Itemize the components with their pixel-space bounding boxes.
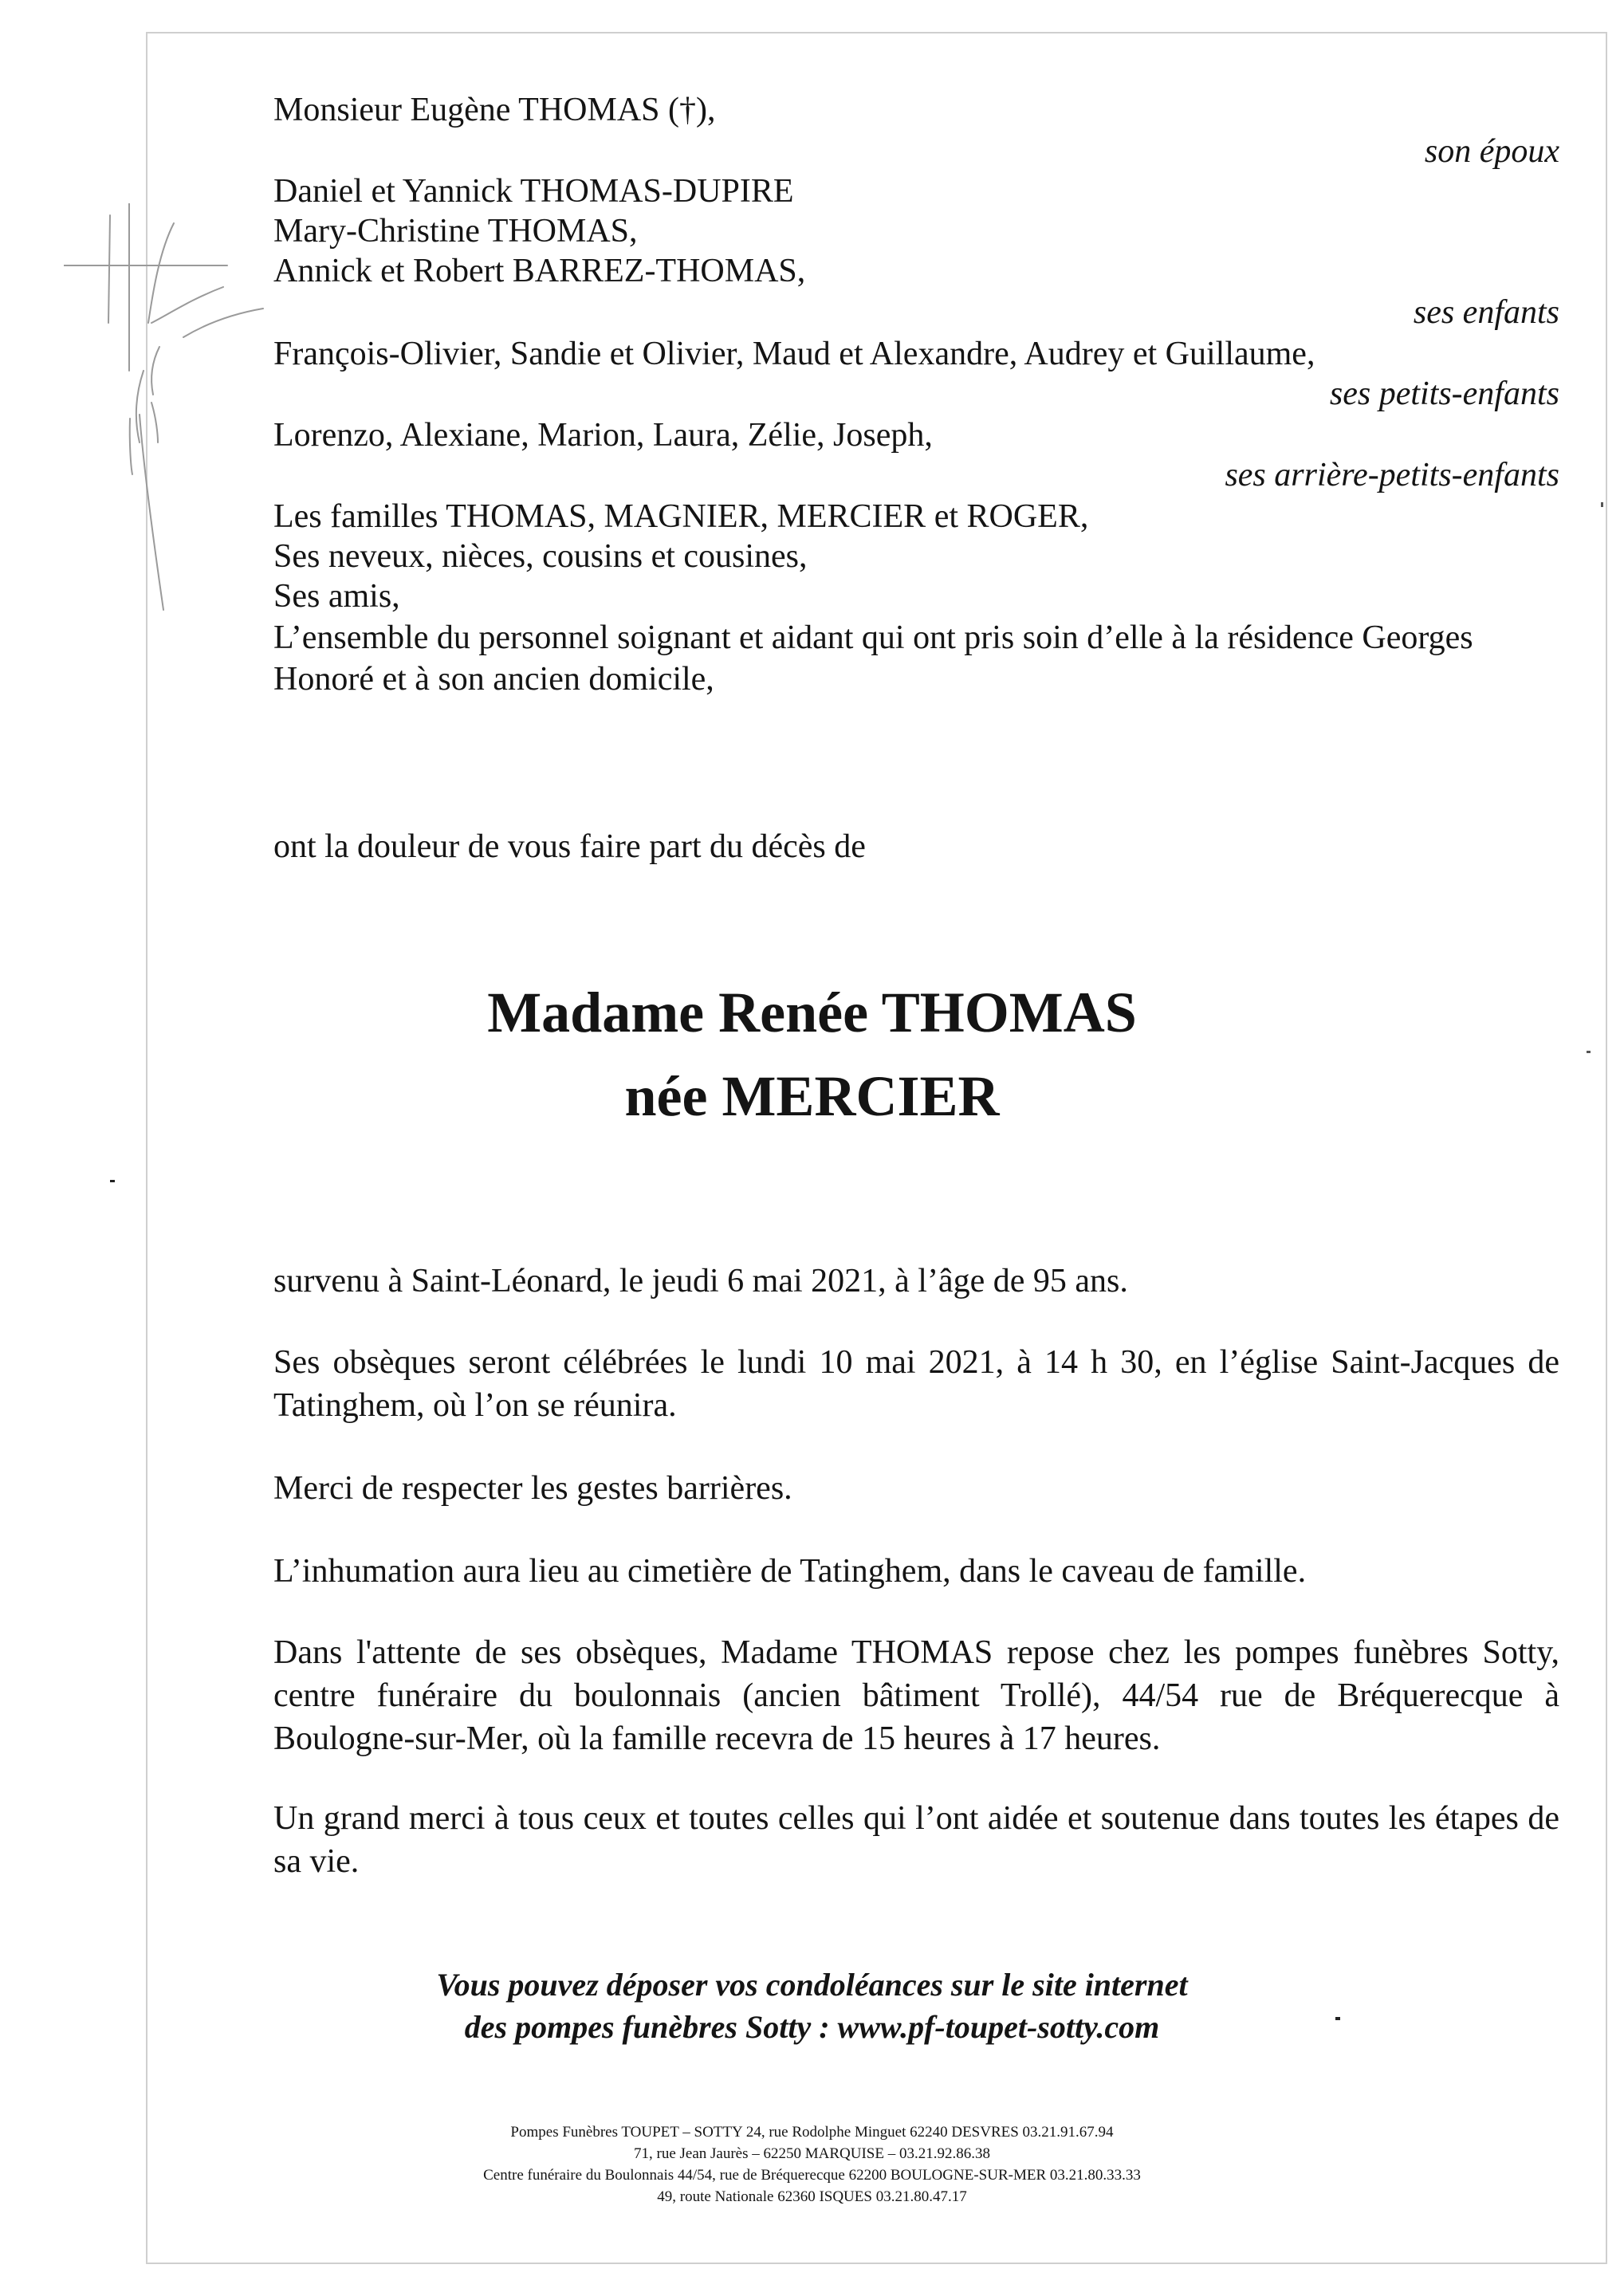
husband-role: son époux bbox=[1424, 133, 1559, 170]
grandchildren-line: François-Olivier, Sandie et Olivier, Maud et Alexandre, Audrey et Guillaume, bbox=[273, 336, 1315, 372]
great-grandchildren-line: Lorenzo, Alexiane, Marion, Laura, Zélie, Joseph, bbox=[273, 417, 933, 454]
gestures-notice: Merci de respecter les gestes barrières. bbox=[273, 1470, 792, 1507]
deceased-maiden-name: née MERCIER bbox=[624, 1064, 1000, 1128]
rest-details: Dans l'attente de ses obsèques, Madame THOMAS repose chez les pompes funèbres Sotty, centre funéraire du boulonnais (ancien bâtiment Trollé), 44/54 rue de Bréquerecque à Boulogne-sur-Mer, où la famille recevra de 15 heures à 17 heures. bbox=[273, 1634, 1559, 1757]
condolences-line: des pompes funèbres Sotty : www.pf-toupet-sotty.com bbox=[464, 2009, 1160, 2045]
relatives-line: Ses amis, bbox=[273, 578, 400, 615]
child-line: Annick et Robert BARREZ-THOMAS, bbox=[273, 253, 806, 289]
grandchildren-role: ses petits-enfants bbox=[1329, 375, 1559, 412]
relatives-line: Ses neveux, nièces, cousins et cousines, bbox=[273, 538, 808, 575]
husband-line: Monsieur Eugène THOMAS (†), bbox=[273, 92, 716, 128]
footer-line: 71, rue Jean Jaurès – 62250 MARQUISE – 03.21.92.86.38 bbox=[634, 2145, 990, 2162]
scan-speck bbox=[1601, 502, 1603, 507]
relatives-line: L’ensemble du personnel soignant et aidant qui ont pris soin d’elle à la résidence Georges bbox=[273, 619, 1473, 656]
thanks-message: Un grand merci à tous ceux et toutes celles qui l’ont aidée et soutenue dans toutes les étapes de sa vie. bbox=[273, 1800, 1559, 1880]
children-role: ses enfants bbox=[1413, 294, 1559, 331]
child-line: Mary-Christine THOMAS, bbox=[273, 213, 638, 250]
great-grandchildren-role: ses arrière-petits-enfants bbox=[1225, 457, 1559, 493]
footer-line: Pompes Funèbres TOUPET – SOTTY 24, rue Rodolphe Minguet 62240 DESVRES 03.21.91.67.94 bbox=[510, 2124, 1114, 2141]
relatives-line: Les familles THOMAS, MAGNIER, MERCIER et ROGER, bbox=[273, 498, 1089, 535]
announcement: ont la douleur de vous faire part du décès de bbox=[273, 828, 866, 865]
deceased-name: Madame Renée THOMAS bbox=[487, 981, 1137, 1044]
burial-details: L’inhumation aura lieu au cimetière de Tatinghem, dans le caveau de famille. bbox=[273, 1553, 1307, 1590]
relatives-line: Honoré et à son ancien domicile, bbox=[273, 661, 714, 698]
child-line: Daniel et Yannick THOMAS-DUPIRE bbox=[273, 173, 794, 210]
scan-speck bbox=[110, 1180, 115, 1182]
footer-line: Centre funéraire du Boulonnais 44/54, rue de Bréquerecque 62200 BOULOGNE-SUR-MER 03.21.80.33.33 bbox=[483, 2167, 1141, 2184]
scan-speck bbox=[1587, 1051, 1591, 1053]
footer-line: 49, route Nationale 62360 ISQUES 03.21.80.47.17 bbox=[657, 2188, 967, 2205]
death-details: survenu à Saint-Léonard, le jeudi 6 mai 2021, à l’âge de 95 ans. bbox=[273, 1263, 1128, 1299]
condolences-line: Vous pouvez déposer vos condoléances sur le site internet bbox=[436, 1967, 1188, 2003]
funeral-details: Ses obsèques seront célébrées le lundi 10 mai 2021, à 14 h 30, en l’église Saint-Jacques de Tatinghem, où l’on se réunira. bbox=[273, 1344, 1559, 1424]
